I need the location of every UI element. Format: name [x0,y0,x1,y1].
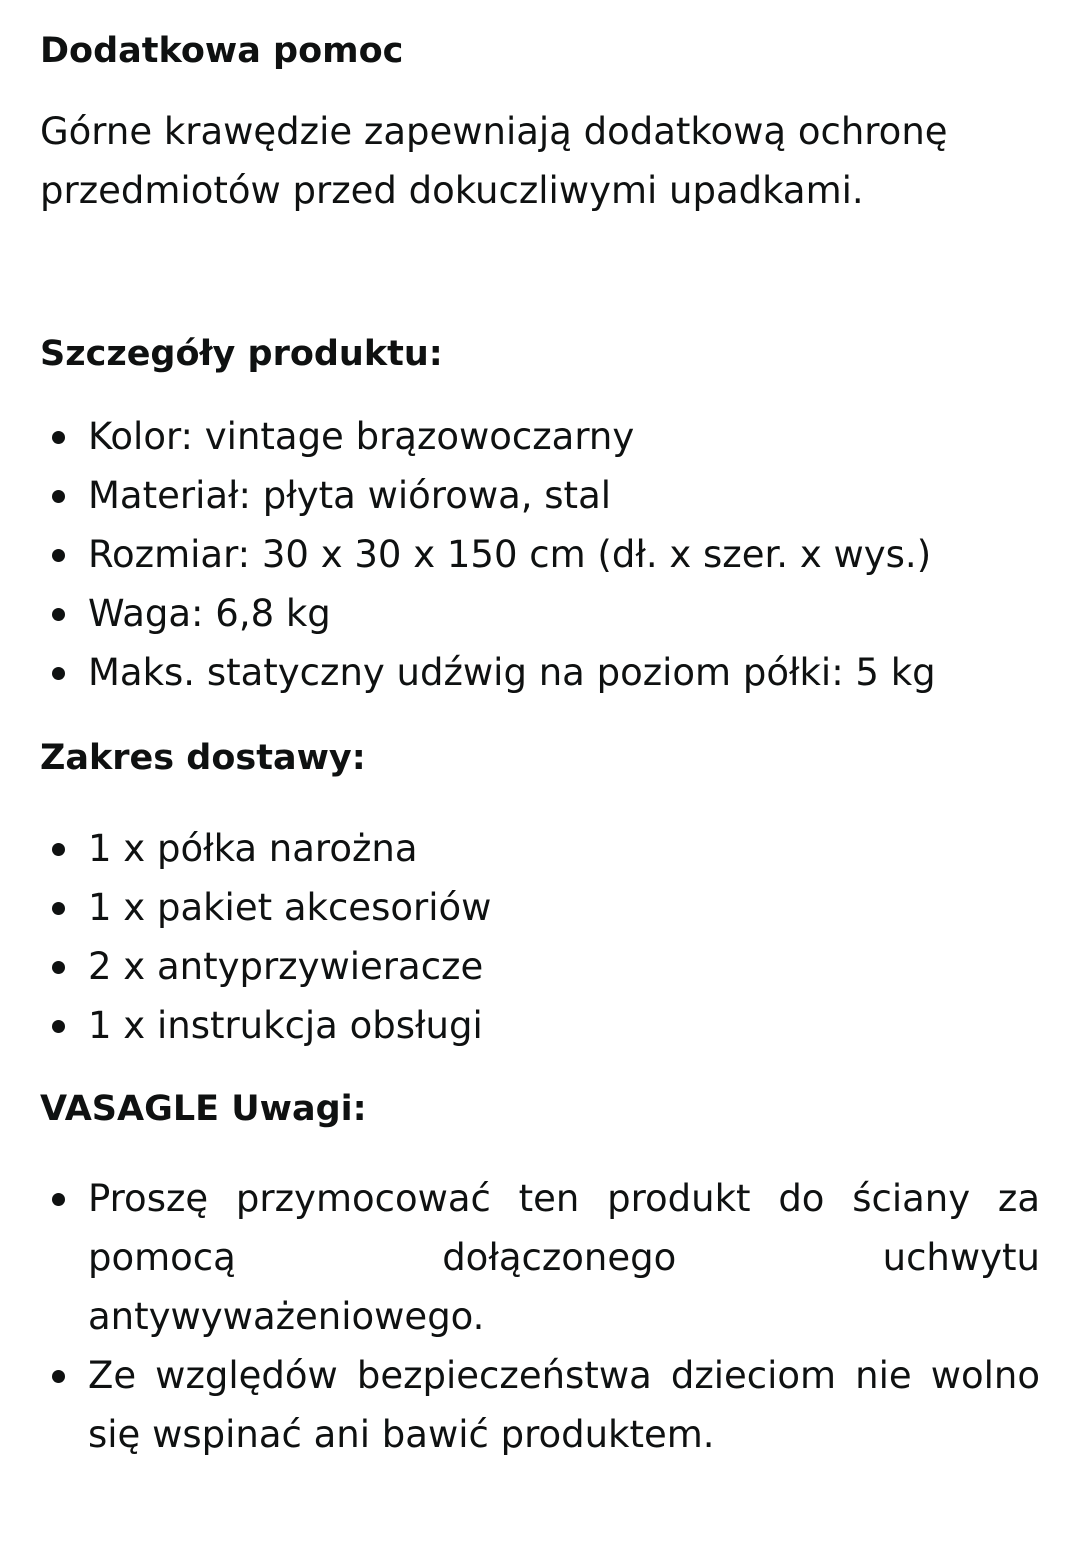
vasagle-notes-list [40,1169,1040,1464]
list-item-text: 2 x antyprzywieracze [88,945,484,988]
list-item-text: 1 x instrukcja obsługi [88,1004,483,1047]
list-item [40,643,1040,702]
section-title-delivery-scope: Zakres dostawy: [40,738,366,778]
list-item [40,819,1040,878]
section-title-vasagle-notes: VASAGLE Uwagi: [40,1089,367,1129]
list-item-text: Materiał: płyta wiórowa, stal [88,474,612,517]
list-item [40,1346,1040,1464]
list-item-text: 1 x pakiet akcesoriów [88,886,492,929]
extra-help-text: Górne krawędzie zapewniają dodatkową ochronę przedmiotów przed dokuczliwymi upadkami. [40,110,948,212]
list-item [40,466,1040,525]
list-item-text: Waga: 6,8 kg [88,592,331,635]
list-item-text: Kolor: vintage brązowoczarny [88,415,635,458]
bullet-icon [52,961,65,974]
bullet-icon [52,431,65,444]
bullet-icon [52,667,65,680]
list-item [40,996,1040,1055]
list-item [40,878,1040,937]
bullet-icon [52,608,65,621]
list-item-text: Proszę przymocować ten produkt do ściany za pomocą dołączonego uchwytu antywyważeniowego. [88,1177,1040,1338]
bullet-icon [52,549,65,562]
section-title-extra-help: Dodatkowa pomoc [40,31,404,71]
bullet-icon [52,843,65,856]
bullet-icon [52,490,65,503]
delivery-scope-list [40,819,1040,1055]
list-item-text: Rozmiar: 30 x 30 x 150 cm (dł. x szer. x wys.) [88,533,932,576]
list-item [40,584,1040,643]
list-item [40,1169,1040,1346]
list-item-text: 1 x półka narożna [88,827,418,870]
bullet-icon [52,1193,65,1206]
list-item-text: Ze względów bezpieczeństwa dzieciom nie wolno się wspinać ani bawić produktem. [88,1354,1040,1456]
bullet-icon [52,1370,65,1383]
section-title-product-details: Szczegóły produktu: [40,334,443,374]
list-item [40,525,1040,584]
bullet-icon [52,1020,65,1033]
list-item-text: Maks. statyczny udźwig na poziom półki: 5 kg [88,651,936,694]
product-details-list [40,407,1040,702]
list-item [40,937,1040,996]
bullet-icon [52,902,65,915]
list-item [40,407,1040,466]
